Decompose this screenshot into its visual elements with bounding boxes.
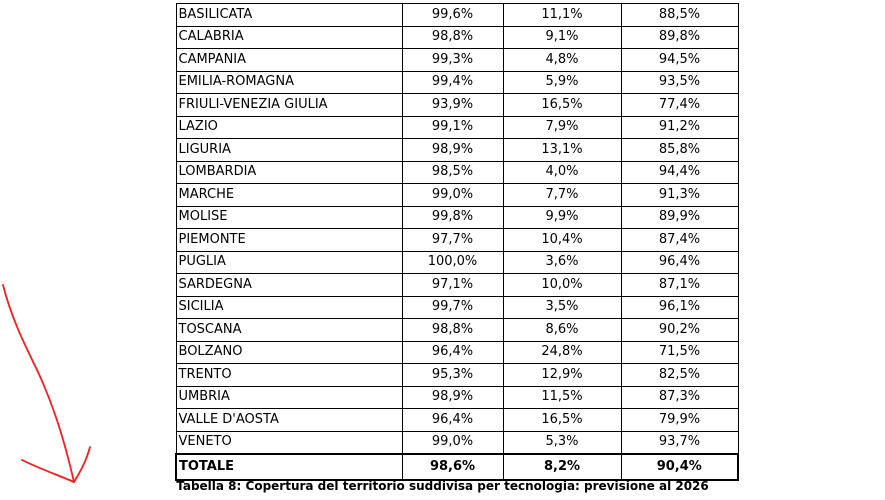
region-cell: SARDEGNA (176, 274, 402, 297)
value-cell: 99,6% (402, 4, 503, 27)
table-body (176, 4, 738, 481)
value-cell: 71,5% (621, 341, 738, 364)
value-cell: 97,1% (402, 274, 503, 297)
region-cell: VENETO (176, 431, 402, 454)
table-row (176, 71, 738, 94)
table-row (176, 319, 738, 342)
value-cell: 90,2% (621, 319, 738, 342)
value-cell: 16,5% (503, 409, 621, 432)
table-row (176, 49, 738, 72)
region-cell: LAZIO (176, 116, 402, 139)
region-cell: VALLE D'AOSTA (176, 409, 402, 432)
table-row (176, 4, 738, 27)
value-cell: 13,1% (503, 139, 621, 162)
value-cell: 94,4% (621, 161, 738, 184)
value-cell: 4,0% (503, 161, 621, 184)
table-row (176, 94, 738, 117)
table-row (176, 229, 738, 252)
value-cell: 99,3% (402, 49, 503, 72)
value-cell: 100,0% (402, 251, 503, 274)
value-cell: 98,6% (402, 454, 503, 480)
value-cell: 94,5% (621, 49, 738, 72)
value-cell: 85,8% (621, 139, 738, 162)
table-row (176, 116, 738, 139)
table-row (176, 184, 738, 207)
region-cell: MOLISE (176, 206, 402, 229)
region-cell: CAMPANIA (176, 49, 402, 72)
value-cell: 87,3% (621, 386, 738, 409)
value-cell: 87,4% (621, 229, 738, 252)
region-cell: LIGURIA (176, 139, 402, 162)
table-row (176, 409, 738, 432)
value-cell: 9,1% (503, 26, 621, 49)
value-cell: 99,0% (402, 184, 503, 207)
value-cell: 96,1% (621, 296, 738, 319)
table-row (176, 364, 738, 387)
value-cell: 8,6% (503, 319, 621, 342)
value-cell: 7,7% (503, 184, 621, 207)
region-cell: LOMBARDIA (176, 161, 402, 184)
region-cell: TOSCANA (176, 319, 402, 342)
value-cell: 99,7% (402, 296, 503, 319)
arrow-head-right (74, 447, 90, 482)
value-cell: 79,9% (621, 409, 738, 432)
value-cell: 99,8% (402, 206, 503, 229)
value-cell: 89,8% (621, 26, 738, 49)
table-row (176, 431, 738, 454)
value-cell: 77,4% (621, 94, 738, 117)
region-cell: EMILIA-ROMAGNA (176, 71, 402, 94)
region-cell: CALABRIA (176, 26, 402, 49)
total-row (176, 454, 738, 480)
coverage-table (175, 3, 739, 481)
value-cell: 12,9% (503, 364, 621, 387)
table-row (176, 206, 738, 229)
region-cell: PIEMONTE (176, 229, 402, 252)
table-row (176, 386, 738, 409)
value-cell: 96,4% (621, 251, 738, 274)
value-cell: 7,9% (503, 116, 621, 139)
table-row (176, 274, 738, 297)
value-cell: 93,5% (621, 71, 738, 94)
value-cell: 91,3% (621, 184, 738, 207)
table-caption: Tabella 8: Copertura del territorio suddivisa per tecnologia: previsione al 2026 (176, 479, 709, 493)
region-cell: BASILICATA (176, 4, 402, 27)
value-cell: 88,5% (621, 4, 738, 27)
value-cell: 5,9% (503, 71, 621, 94)
value-cell: 3,6% (503, 251, 621, 274)
value-cell: 91,2% (621, 116, 738, 139)
region-cell: UMBRIA (176, 386, 402, 409)
value-cell: 98,5% (402, 161, 503, 184)
region-cell: SICILIA (176, 296, 402, 319)
value-cell: 99,0% (402, 431, 503, 454)
region-cell: PUGLIA (176, 251, 402, 274)
region-cell: TRENTO (176, 364, 402, 387)
region-cell: TOTALE (176, 454, 402, 480)
value-cell: 96,4% (402, 409, 503, 432)
value-cell: 24,8% (503, 341, 621, 364)
value-cell: 90,4% (621, 454, 738, 480)
value-cell: 99,4% (402, 71, 503, 94)
value-cell: 10,0% (503, 274, 621, 297)
value-cell: 87,1% (621, 274, 738, 297)
value-cell: 98,9% (402, 386, 503, 409)
value-cell: 3,5% (503, 296, 621, 319)
table-row (176, 26, 738, 49)
value-cell: 11,5% (503, 386, 621, 409)
value-cell: 98,8% (402, 319, 503, 342)
value-cell: 4,8% (503, 49, 621, 72)
value-cell: 95,3% (402, 364, 503, 387)
value-cell: 16,5% (503, 94, 621, 117)
value-cell: 93,9% (402, 94, 503, 117)
table-row (176, 251, 738, 274)
table-row (176, 161, 738, 184)
value-cell: 93,7% (621, 431, 738, 454)
table-row (176, 341, 738, 364)
value-cell: 96,4% (402, 341, 503, 364)
value-cell: 82,5% (621, 364, 738, 387)
region-cell: MARCHE (176, 184, 402, 207)
value-cell: 89,9% (621, 206, 738, 229)
value-cell: 98,9% (402, 139, 503, 162)
value-cell: 9,9% (503, 206, 621, 229)
value-cell: 98,8% (402, 26, 503, 49)
value-cell: 11,1% (503, 4, 621, 27)
table-row (176, 139, 738, 162)
value-cell: 97,7% (402, 229, 503, 252)
value-cell: 5,3% (503, 431, 621, 454)
arrow-shaft (3, 285, 74, 482)
region-cell: BOLZANO (176, 341, 402, 364)
region-cell: FRIULI-VENEZIA GIULIA (176, 94, 402, 117)
table-row (176, 296, 738, 319)
value-cell: 10,4% (503, 229, 621, 252)
value-cell: 8,2% (503, 454, 621, 480)
value-cell: 99,1% (402, 116, 503, 139)
